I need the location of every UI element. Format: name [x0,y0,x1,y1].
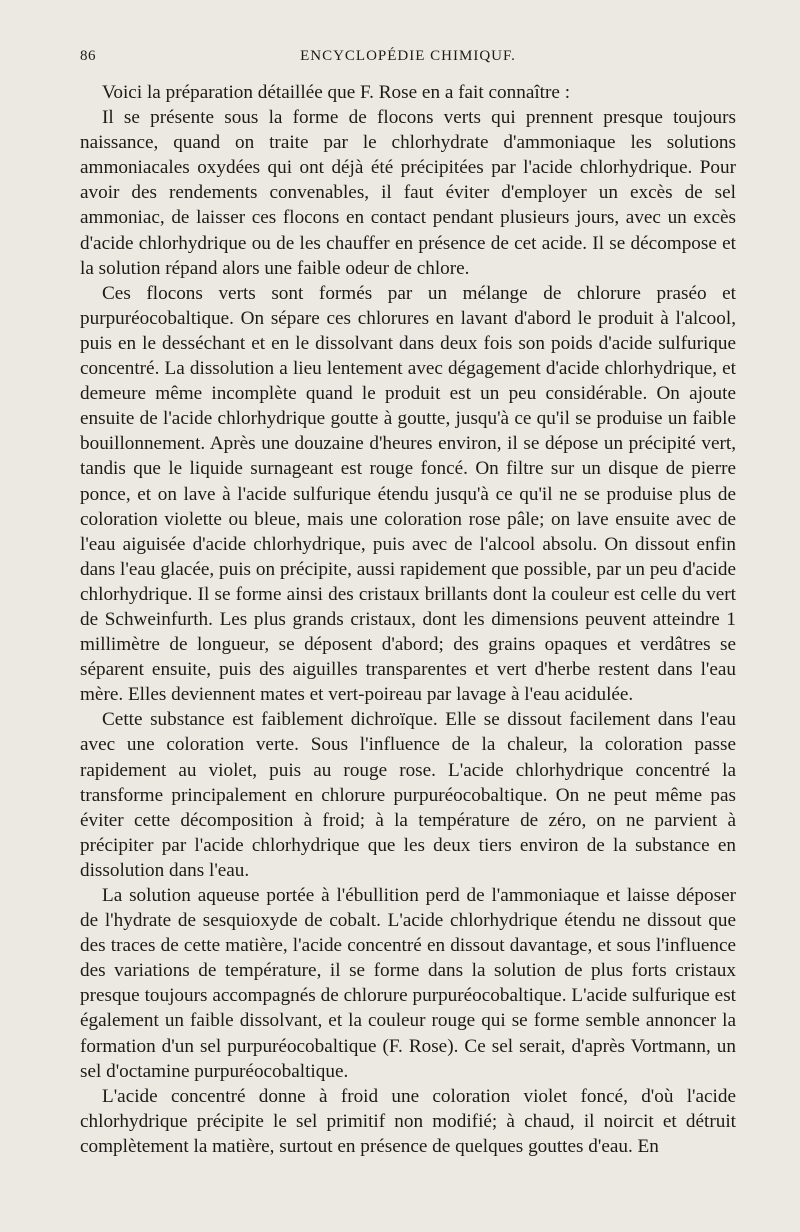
body-text [80,80,736,1159]
paragraph-preparation: Il se présente sous la forme de flocons verts qui prennent presque toujours naissance, quand on traite par le chlorhydrate d'ammoniaque les solutions ammoniacales oxydées qui ont déjà été précipitées par l'acide chlorhydrique. Pour avoir des rendements convenables, il faut éviter d'employer un excès de sel ammoniac, de laisser ces flocons en contact pendant plusieurs jours, avec un excès d'acide chlorhydrique ou de les chauffer en présence de cet acide. Il se décompose et la solution répand alors une faible odeur de chlore. [80,107,736,279]
paragraph-concentrated-acid: L'acide concentré donne à froid une coloration violet foncé, d'où l'acide chlorhydrique précipite le sel primitif non modifié; à chaud, il noircit et détruit complètement la matière, surtout en présence de quelques gouttes d'eau. En [80,1085,736,1157]
running-head [80,48,736,80]
paragraph-intro: Voici la préparation détaillée que F. Rose en a fait connaître : [102,82,571,103]
page-number: 86 [80,48,96,64]
paragraph-properties: Cette substance est faiblement dichroïque. Elle se dissout facilement dans l'eau avec une coloration verte. Sous l'influence de la chaleur, la coloration passe rapidement au violet, puis au rouge rose. L'acide chlorhydrique concentré la transforme principalement en chlorure purpuréocobaltique. On ne peut même pas éviter cette décomposition à froid; à la température de zéro, on ne parvient à précipiter par l'acide chlorhydrique que les deux tiers environ de la substance en dissolution dans l'eau. [80,709,736,881]
running-title: ENCYCLOPÉDIE CHIMIQUF. [300,48,516,64]
paragraph-aqueous-solution: La solution aqueuse portée à l'ébullition perd de l'ammoniaque et laisse déposer de l'hydrate de sesquioxyde de cobalt. L'acide chlorhydrique étendu ne dissout que des traces de cette matière, l'acide concentré en dissout davantage, et sous l'influence des variations de température, il se forme dans la solution de plus forts cristaux presque toujours accompagnés de chlorure purpuréocobaltique. L'acide sulfurique est également un faible dissolvant, et la couleur rouge qui se forme semble annoncer la formation d'un sel purpuréocobaltique (F. Rose). Ce sel serait, d'après Vortmann, un sel d'octamine purpuréocobaltique. [80,885,736,1082]
paragraph-separation: Ces flocons verts sont formés par un mélange de chlorure praséo et purpuréocobaltique. On sépare ces chlorures en lavant d'abord le produit à l'alcool, puis en le desséchant et en le dissolvant dans deux fois son poids d'acide sulfurique concentré. La dissolution a lieu lentement avec dégagement d'acide chlorhydrique, et demeure même incomplète quand le produit est un peu considérable. On ajoute ensuite de l'acide chlorhydrique goutte à goutte, jusqu'à ce qu'il se produise un faible bouillonnement. Après une douzaine d'heures environ, il se dépose un précipité vert, tandis que le liquide surnageant est rouge foncé. On filtre sur un disque de pierre ponce, et on lave à l'acide sulfurique étendu jusqu'à ce qu'il ne se produise plus de coloration violette ou bleue, mais une coloration rose pâle; on lave ensuite avec de l'eau aiguisée d'acide chlorhydrique, puis avec de l'alcool absolu. On dissout enfin dans l'eau glacée, puis on précipite, aussi rapidement que possible, par un peu d'acide chlorhydrique. Il se forme ainsi des cristaux brillants dont la couleur est celle du vert de Schweinfurth. Les plus grands cristaux, dont les dimensions peuvent atteindre 1 millimètre de longueur, se déposent d'abord; des grains opaques et verdâtres se séparent ensuite, puis des aiguilles transparentes et vert d'herbe restent dans l'eau mère. Elles deviennent mates et vert-poireau par lavage à l'eau acidulée. [80,282,736,706]
